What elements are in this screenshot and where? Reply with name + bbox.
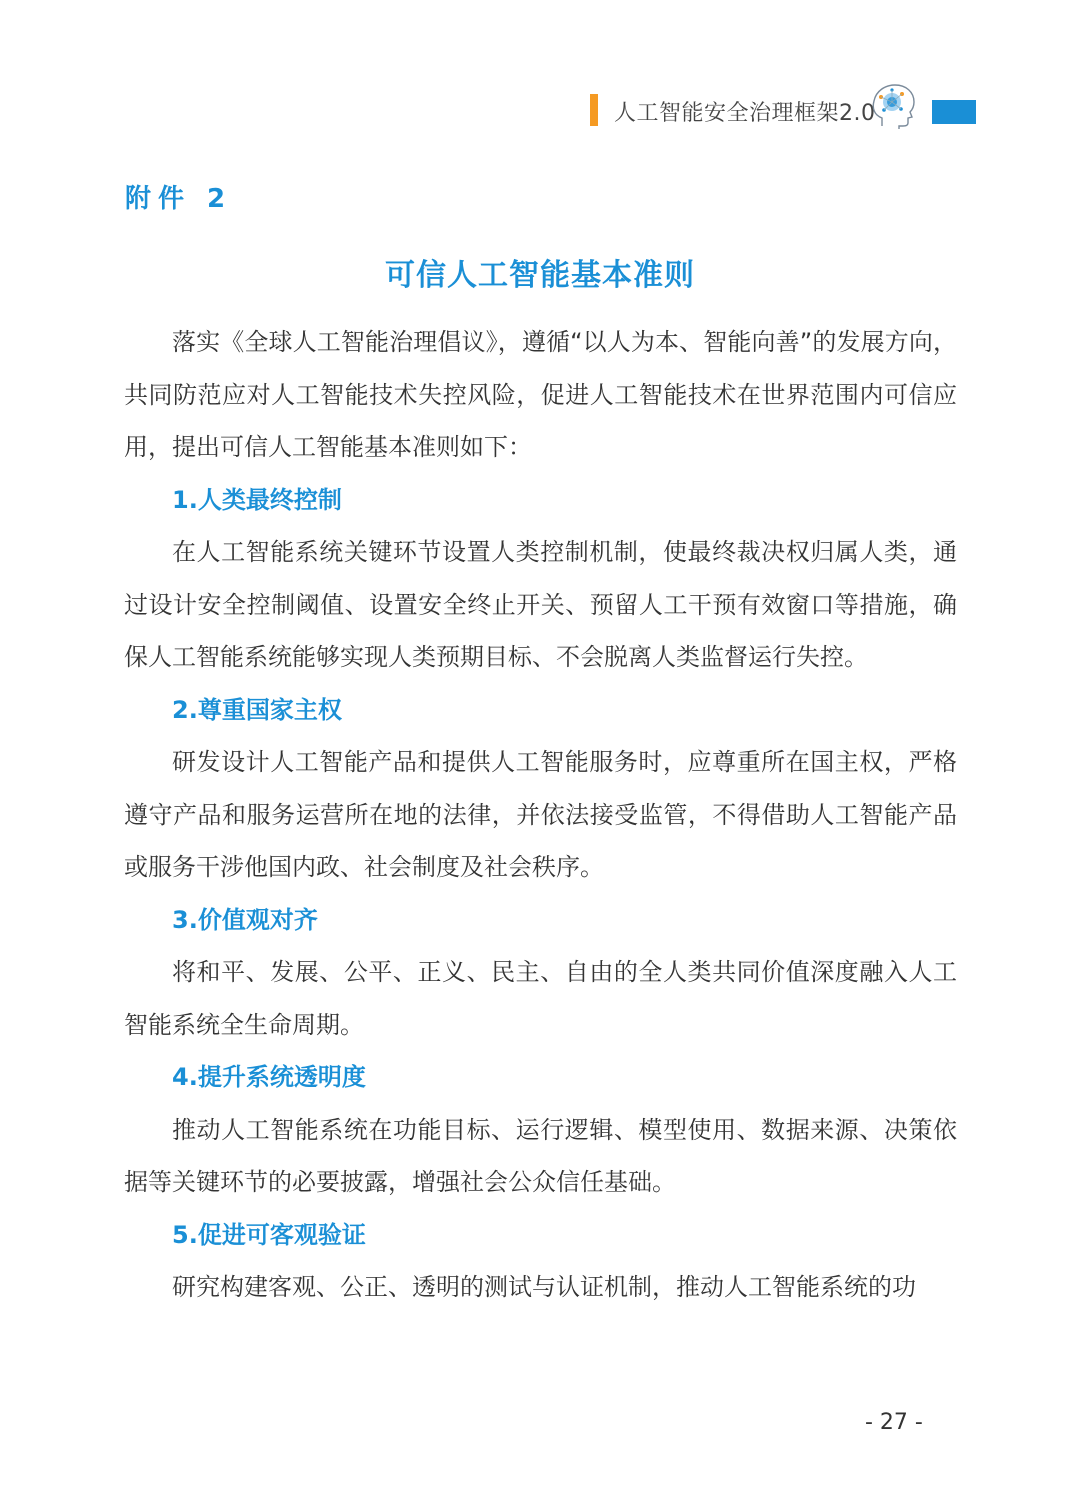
section-heading: 5.促进可客观验证 xyxy=(172,1220,366,1249)
document-title: 可信人工智能基本准则 xyxy=(385,258,695,293)
section-heading: 1.人类最终控制 xyxy=(172,485,342,514)
section-heading: 3.价值观对齐 xyxy=(172,905,318,934)
document-body xyxy=(124,316,957,1314)
appendix-label: 附件 2 xyxy=(125,184,233,214)
section-paragraph: 研究构建客观、公正、透明的测试与认证机制，推动人工智能系统的功 xyxy=(172,1273,916,1301)
header-title: 人工智能安全治理框架2.0 xyxy=(614,101,876,126)
section-paragraph: 推动人工智能系统在功能目标、运行逻辑、模型使用、数据来源、决策依据等关键环节的必要披露，增强社会公众信任基础。 xyxy=(124,1115,957,1196)
brain-head-icon xyxy=(868,82,920,132)
section-heading: 2.尊重国家主权 xyxy=(172,695,342,724)
section-paragraph: 在人工智能系统关键环节设置人类控制机制，使最终裁决权归属人类，通过设计安全控制阈值、设置安全终止开关、预留人工干预有效窗口等措施，确保人工智能系统能够实现人类预期目标、不会脱离人类监督运行失控。 xyxy=(124,538,957,671)
section-paragraph: 将和平、发展、公平、正义、民主、自由的全人类共同价值深度融入人工智能系统全生命周期。 xyxy=(124,958,957,1039)
header-accent-bar xyxy=(590,94,598,126)
running-header xyxy=(590,92,990,132)
section-paragraph: 研发设计人工智能产品和提供人工智能服务时，应尊重所在国主权，严格遵守产品和服务运营所在地的法律，并依法接受监管，不得借助人工智能产品或服务干涉他国内政、社会制度及社会秩序。 xyxy=(124,748,957,881)
page-number: - 27 - xyxy=(865,1410,923,1435)
intro-paragraph: 落实《全球人工智能治理倡议》，遵循“以人为本、智能向善”的发展方向，共同防范应对人工智能技术失控风险，促进人工智能技术在世界范围内可信应用，提出可信人工智能基本准则如下： xyxy=(124,328,957,461)
section-heading: 4.提升系统透明度 xyxy=(172,1063,366,1091)
header-brand-block xyxy=(932,100,976,124)
